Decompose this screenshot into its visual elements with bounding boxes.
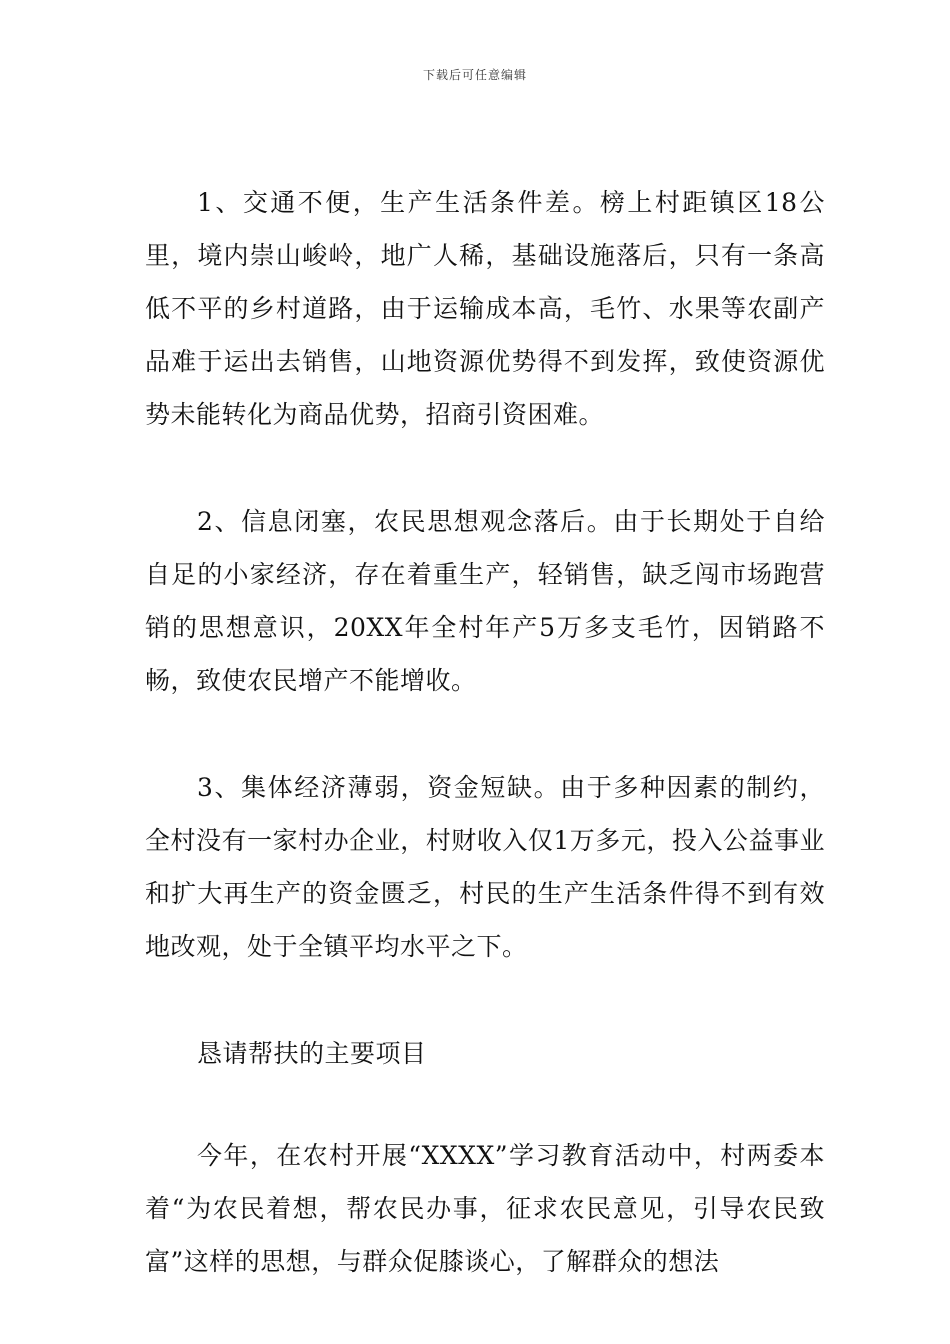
paragraph-economy: 3、集体经济薄弱，资金短缺。由于多种因素的制约，全村没有一家村办企业，村财收入仅1万多元，投入公益事业和扩大再生产的资金匮乏，村民的生产生活条件得不到有效地改观，处于全镇平均水平之下。 <box>145 773 825 961</box>
document-body <box>145 176 825 1342</box>
paragraph-traffic: 1、交通不便，生产生活条件差。榜上村距镇区18公里，境内崇山峻岭，地广人稀，基础设施落后，只有一条高低不平的乡村道路，由于运输成本高，毛竹、水果等农副产品难于运出去销售，山地资源优势得不到发挥，致使资源优势未能转化为商品优势，招商引资困难。 <box>145 188 825 429</box>
section-heading: 恳请帮扶的主要项目 <box>197 1039 427 1068</box>
header-note: 下载后可任意编辑 <box>422 68 527 82</box>
paragraph-information: 2、信息闭塞，农民思想观念落后。由于长期处于自给自足的小家经济，存在着重生产，轻销售，缺乏闯市场跑营销的思想意识，20XX年全村年产5万多支毛竹，因销路不畅，致使农民增产不能增收。 <box>145 507 825 695</box>
paragraph-this-year: 今年，在农村开展“XXXX”学习教育活动中，村两委本着“为农民着想，帮农民办事，征求农民意见，引导农民致富”这样的思想，与群众促膝谈心，了解群众的想法 <box>145 1141 825 1276</box>
